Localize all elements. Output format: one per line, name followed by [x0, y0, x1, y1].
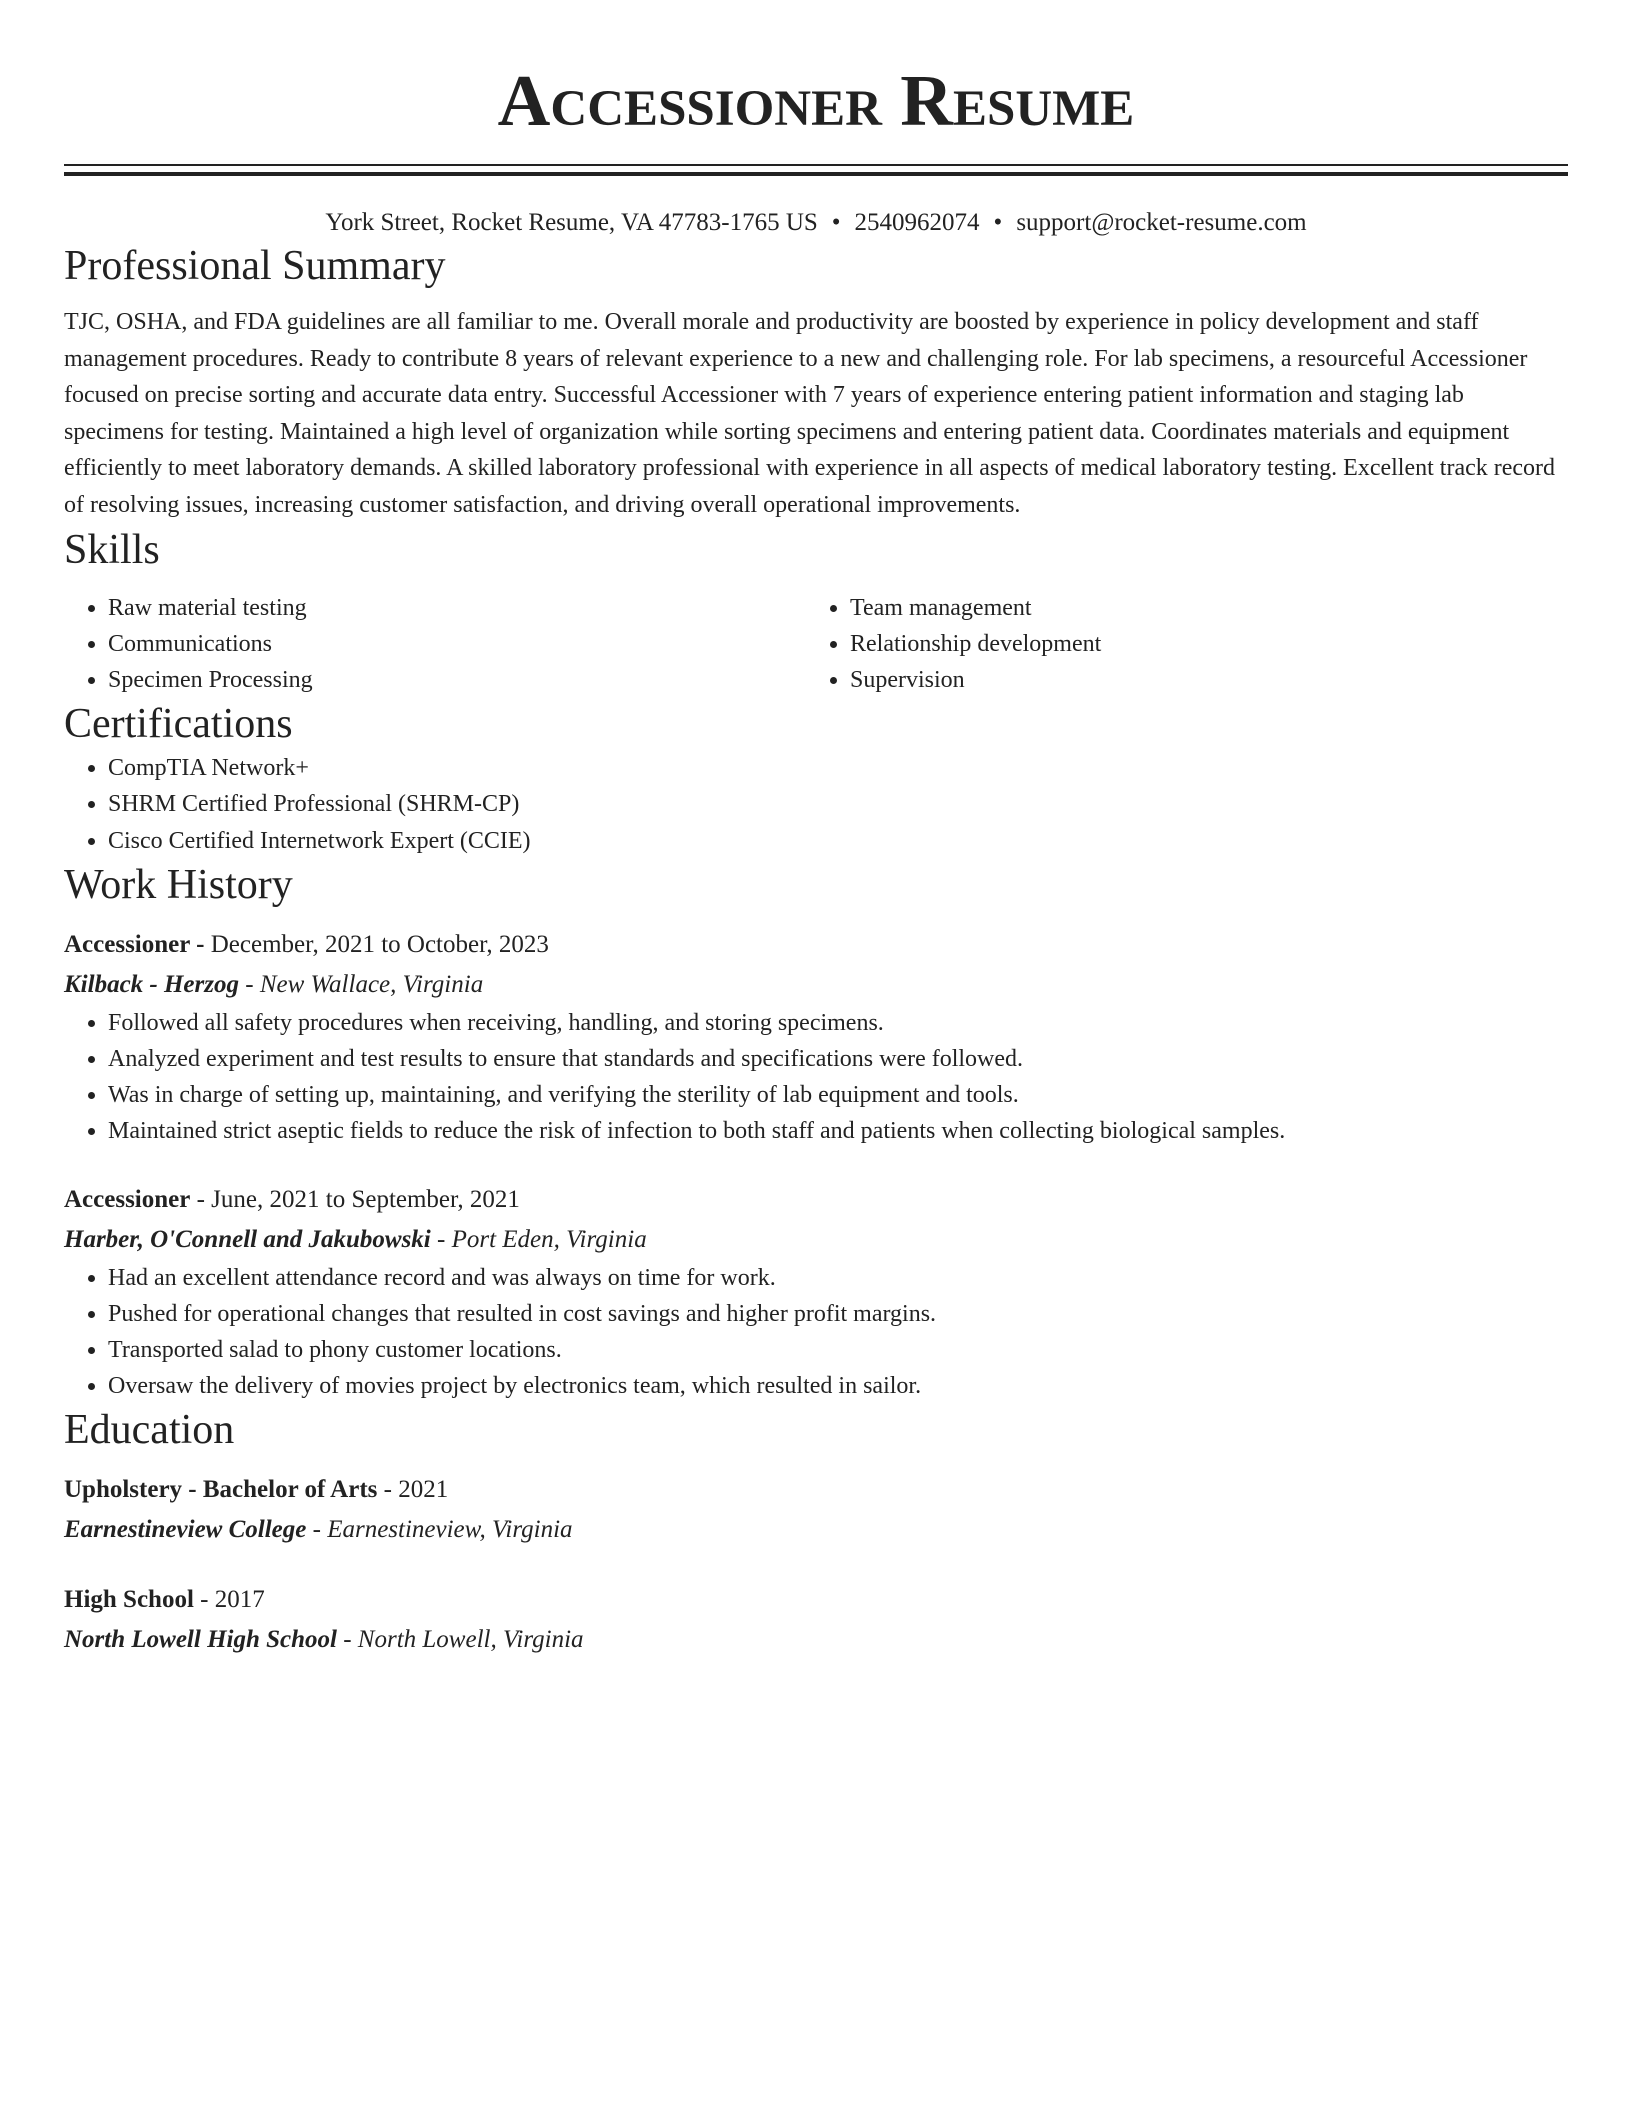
skills-column-left [64, 590, 806, 699]
certifications-list [64, 750, 1568, 859]
job-dates: December, 2021 to October, 2023 [210, 930, 549, 958]
contact-phone: 2540962074 [854, 209, 980, 236]
certification-item: • Cisco Certified Internetwork Expert (CCIE) [108, 823, 1568, 859]
education-location: Earnestineview, Virginia [327, 1516, 573, 1544]
contact-address: York Street, Rocket Resume, VA 47783-1765 US [325, 209, 818, 236]
job-dates: June, 2021 to September, 2021 [211, 1185, 520, 1213]
job-location: Port Eden, Virginia [451, 1225, 647, 1253]
job-title: Accessioner [64, 930, 190, 958]
education-year: 2021 [398, 1476, 449, 1504]
certification-item: • CompTIA Network+ [108, 750, 1568, 786]
education-heading: Education [64, 1407, 235, 1454]
job-title-line [64, 925, 1568, 965]
skill-item: • Relationship development [850, 626, 1548, 662]
skill-item: • Supervision [850, 662, 1548, 698]
skill-item: • Communications [108, 626, 806, 662]
job-entry [64, 925, 1568, 1150]
education-degree-line [64, 1470, 1568, 1510]
education-school-line [64, 1510, 1568, 1550]
contact-separator: • [831, 209, 841, 236]
job-bullet: • Oversaw the delivery of movies project by electronics team, which resulted in sailor. [108, 1368, 1568, 1404]
contact-line [64, 206, 1568, 240]
dash: - [239, 970, 260, 998]
summary-text: TJC, OSHA, and FDA guidelines are all familiar to me. Overall morale and productivity are boosted by experience in policy development and staff management procedures. Ready to contribute 8 years of relevant experience to a new and challenging role. For lab specimens, a resourceful Accessioner focused on precise sorting and accurate data entry. Successful Accessioner with 7 years of experience entering patient information and staging lab specimens for testing. Maintained a high level of organization while sorting specimens and entering patient data. Coordinates materials and equipment efficiently to meet laboratory demands. A skilled laboratory professional with experience in all aspects of medical laboratory testing. Excellent track record of resolving issues, increasing customer satisfaction, and driving overall operational improvements. [64, 309, 1556, 518]
education-degree-line [64, 1580, 1568, 1620]
title-divider-thick [64, 172, 1568, 176]
job-title-line [64, 1180, 1568, 1220]
education-entry [64, 1580, 1568, 1660]
education-degree: High School [64, 1586, 194, 1614]
job-company-line [64, 1220, 1568, 1260]
work-history-heading: Work History [64, 861, 293, 908]
page-title: Accessioner Resume [497, 60, 1135, 141]
dash: - [306, 1516, 328, 1544]
education-degree: Upholstery - Bachelor of Arts [64, 1476, 378, 1504]
education-school: North Lowell High School [64, 1626, 337, 1654]
education-school-line [64, 1620, 1568, 1660]
job-title: Accessioner [64, 1185, 191, 1213]
skills-grid [64, 590, 1568, 699]
dash: - [336, 1626, 358, 1654]
dash: - [190, 1185, 212, 1213]
job-bullets [64, 1260, 1568, 1405]
job-bullet: • Pushed for operational changes that resulted in cost savings and higher profit margins. [108, 1296, 1568, 1332]
education-location: North Lowell, Virginia [357, 1626, 584, 1654]
job-bullet: • Maintained strict aseptic fields to reduce the risk of infection to both staff and patients when collecting biological samples. [108, 1113, 1568, 1149]
job-entry [64, 1180, 1568, 1405]
dash: - [377, 1476, 399, 1504]
skills-column-right [806, 590, 1548, 699]
education-entry [64, 1470, 1568, 1550]
title-divider-thin [64, 164, 1568, 166]
skills-heading: Skills [64, 526, 160, 573]
job-location: New Wallace, Virginia [259, 970, 484, 998]
skill-item: • Raw material testing [108, 590, 806, 626]
contact-separator: • [993, 209, 1003, 236]
dash: - [430, 1225, 452, 1253]
job-bullet: • Analyzed experiment and test results to ensure that standards and specifications were followed. [108, 1041, 1568, 1077]
summary-heading: Professional Summary [64, 243, 446, 289]
education-year: 2017 [214, 1586, 265, 1614]
education-school: Earnestineview College [64, 1516, 307, 1544]
contact-email: support@rocket-resume.com [1016, 209, 1307, 236]
dash: - [189, 930, 211, 958]
job-bullet: • Had an excellent attendance record and was always on time for work. [108, 1260, 1568, 1296]
job-bullet: • Followed all safety procedures when receiving, handling, and storing specimens. [108, 1005, 1568, 1041]
job-bullet: • Was in charge of setting up, maintaining, and verifying the sterility of lab equipment and tools. [108, 1077, 1568, 1113]
job-company: Harber, O'Connell and Jakubowski [64, 1225, 431, 1253]
job-company: Kilback - Herzog [64, 970, 239, 998]
certifications-heading: Certifications [64, 701, 293, 748]
certification-item: • SHRM Certified Professional (SHRM-CP) [108, 786, 1568, 822]
dash: - [193, 1586, 215, 1614]
skill-item: • Team management [850, 590, 1548, 626]
skill-item: • Specimen Processing [108, 662, 806, 698]
job-bullet: • Transported salad to phony customer locations. [108, 1332, 1568, 1368]
job-company-line [64, 965, 1568, 1005]
job-bullets [64, 1005, 1568, 1150]
